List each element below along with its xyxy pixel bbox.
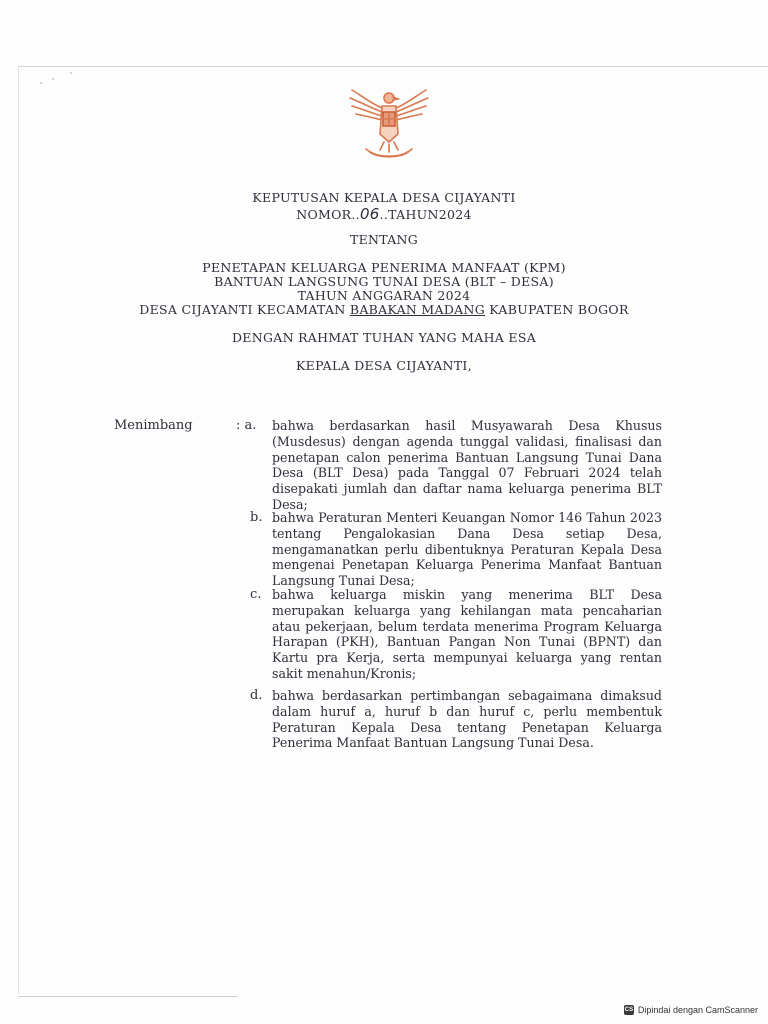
decree-number bbox=[0, 205, 768, 223]
camscanner-text: Dipindai dengan CamScanner bbox=[637, 1005, 758, 1015]
item-b-text: bahwa Peraturan Menteri Keuangan Nomor 146 Tahun 2023 tentang Pengalokasian Dana Desa setiap Desa, mengamanatkan perlu dibentuknya Peraturan Kepala Desa mengenai Penetapan Keluarga Penerima Manfaat Bantuan Langsung Tunai Desa; bbox=[272, 510, 662, 589]
subject-line-1 bbox=[0, 260, 768, 275]
official-line bbox=[0, 358, 768, 373]
subject-line-4-regency: KABUPATEN BOGOR bbox=[485, 302, 629, 317]
item-d-text: bahwa berdasarkan pertimbangan sebagaimana dimaksud dalam huruf a, huruf b dan huruf c, perlu membentuk Peraturan Kepala Desa tentang Penetapan Keluarga Penerima Manfaat Bantuan Langsung Tunai Desa. bbox=[272, 688, 662, 751]
item-a-letter: : a. bbox=[236, 418, 257, 433]
subject-line-2 bbox=[0, 274, 768, 289]
decree-number-handwritten: 06 bbox=[359, 205, 380, 223]
subject-line-4 bbox=[0, 302, 768, 317]
garuda-emblem-icon bbox=[344, 86, 434, 162]
tentang-text: TENTANG bbox=[349, 232, 419, 247]
decree-title bbox=[0, 190, 768, 205]
official-text: KEPALA DESA CIJAYANTI, bbox=[296, 358, 472, 373]
scan-speck bbox=[52, 78, 54, 80]
subject-line-2-text: BANTUAN LANGSUNG TUNAI DESA (BLT – DESA) bbox=[214, 274, 554, 289]
item-c-letter: c. bbox=[250, 587, 262, 602]
subject-line-4-district: BABAKAN MADANG bbox=[349, 302, 486, 317]
item-a-text: bahwa berdasarkan hasil Musyawarah Desa Khusus (Musdesus) dengan agenda tunggal validasi, finalisasi dan penetapan calon penerima Bantuan Langsung Tunai Dana Desa (BLT Desa) pada Tanggal 07 Februari 2024 telah disepakati jumlah dan daftar nama keluarga penerima BLT Desa; bbox=[272, 418, 662, 512]
decree-title-text: KEPUTUSAN KEPALA DESA CIJAYANTI bbox=[252, 190, 516, 205]
decree-number-prefix: NOMOR.. bbox=[296, 207, 360, 222]
subject-line-3-text: TAHUN ANGGARAN 2024 bbox=[297, 288, 471, 303]
item-d-letter: d. bbox=[250, 688, 263, 703]
scan-speck bbox=[40, 82, 42, 84]
blessing-line bbox=[0, 330, 768, 345]
subject-line-1-text: PENETAPAN KELUARGA PENERIMA MANFAAT (KPM) bbox=[202, 260, 566, 275]
tentang-heading bbox=[0, 232, 768, 247]
camscanner-badge bbox=[624, 1005, 758, 1015]
decree-number-suffix: ..TAHUN2024 bbox=[379, 207, 472, 222]
menimbang-label: Menimbang bbox=[114, 418, 193, 433]
scan-edge-top bbox=[18, 66, 768, 67]
scan-edge-bottom bbox=[18, 996, 238, 997]
subject-line-3 bbox=[0, 288, 768, 303]
item-c-text: bahwa keluarga miskin yang menerima BLT Desa merupakan keluarga yang kehilangan mata pencaharian atau pekerjaan, belum terdata menerima Program Keluarga Harapan (PKH), Bantuan Pangan Non Tunai (BPNT) dan Kartu pra Kerja, serta mempunyai keluarga yang rentan sakit menahun/Kronis; bbox=[272, 587, 662, 681]
subject-line-4-village: DESA CIJAYANTI KECAMATAN bbox=[139, 302, 350, 317]
item-b-letter: b. bbox=[250, 510, 263, 525]
blessing-text: DENGAN RAHMAT TUHAN YANG MAHA ESA bbox=[231, 330, 537, 345]
scan-speck bbox=[70, 72, 72, 74]
camscanner-icon: CS bbox=[624, 1007, 634, 1013]
